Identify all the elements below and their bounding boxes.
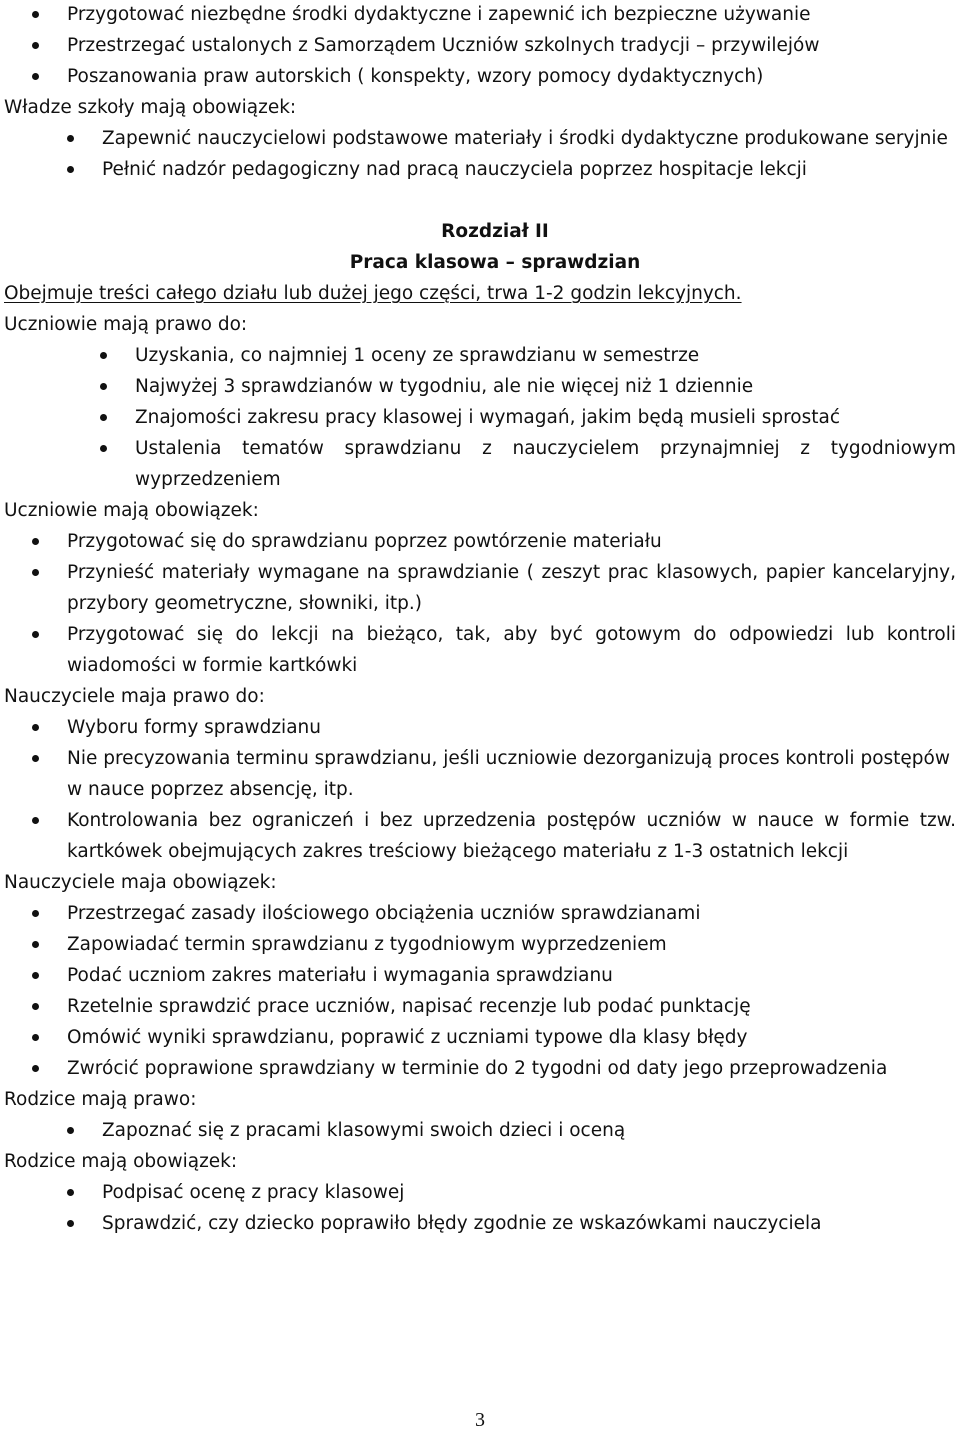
list-item: Przygotować się do sprawdzianu poprzez powtórzenie materiału xyxy=(67,526,956,557)
list-item: Podpisać ocenę z pracy klasowej xyxy=(102,1177,956,1208)
teachers-rights-heading: Nauczyciele maja prawo do: xyxy=(4,686,265,707)
students-rights-heading: Uczniowie mają prawo do: xyxy=(4,314,248,335)
list-item: Uzyskania, co najmniej 1 oceny ze sprawdzianu w semestrze xyxy=(135,340,956,371)
teachers-rights-list xyxy=(4,712,956,867)
spacer xyxy=(4,185,956,216)
list-item: Wyboru formy sprawdzianu xyxy=(67,712,956,743)
list-item: Ustalenia tematów sprawdzianu z nauczycielem przynajmniej z tygodniowym wyprzedzeniem xyxy=(135,433,956,495)
parents-duties-heading: Rodzice mają obowiązek: xyxy=(4,1151,238,1172)
list-item: Pełnić nadzór pedagogiczny nad pracą nauczyciela poprzez hospitacje lekcji xyxy=(102,154,956,185)
list-item: Podać uczniom zakres materiału i wymagania sprawdzianu xyxy=(67,960,956,991)
list-item: Przygotować się do lekcji na bieżąco, tak, aby być gotowym do odpowiedzi lub kontroli wiadomości w formie kartkówki xyxy=(67,619,956,681)
teachers-duties-list xyxy=(4,898,956,1084)
list-item: Omówić wyniki sprawdzianu, poprawić z uczniami typowe dla klasy błędy xyxy=(67,1022,956,1053)
parents-rights-list xyxy=(4,1115,956,1146)
teachers-duties-heading: Nauczyciele maja obowiązek: xyxy=(4,872,277,893)
document-content xyxy=(4,0,956,1239)
school-duties-list xyxy=(4,123,956,185)
students-duties-heading: Uczniowie mają obowiązek: xyxy=(4,500,259,521)
list-item: Rzetelnie sprawdzić prace uczniów, napisać recenzje lub podać punktację xyxy=(67,991,956,1022)
list-item: Sprawdzić, czy dziecko poprawiło błędy zgodnie ze wskazówkami nauczyciela xyxy=(102,1208,956,1239)
list-item: Zapoznać się z pracami klasowymi swoich dzieci i oceną xyxy=(102,1115,956,1146)
intro-list xyxy=(4,0,956,92)
students-duties-list xyxy=(4,526,956,681)
page-number: 3 xyxy=(475,1409,485,1431)
parents-rights-heading: Rodzice mają prawo: xyxy=(4,1089,197,1110)
list-item: Przygotować niezbędne środki dydaktyczne i zapewnić ich bezpieczne używanie xyxy=(67,0,956,30)
list-item: Zapewnić nauczycielowi podstawowe materiały i środki dydaktyczne produkowane seryjnie xyxy=(102,123,956,154)
list-item: Znajomości zakresu pracy klasowej i wymagań, jakim będą musieli sprostać xyxy=(135,402,956,433)
list-item: Poszanowania praw autorskich ( konspekty, wzory pomocy dydaktycznych) xyxy=(67,61,956,92)
list-item: Przynieść materiały wymagane na sprawdzianie ( zeszyt prac klasowych, papier kancelaryjny, przybory geometryczne, słowniki, itp.) xyxy=(67,557,956,619)
section-title: Praca klasowa – sprawdzian xyxy=(349,252,641,273)
list-item: Zwrócić poprawione sprawdziany w terminie do 2 tygodni od daty jego przeprowadzenia xyxy=(67,1053,956,1084)
students-rights-list xyxy=(4,340,956,495)
list-item: Przestrzegać zasady ilościowego obciążenia uczniów sprawdzianami xyxy=(67,898,956,929)
list-item: Kontrolowania bez ograniczeń i bez uprzedzenia postępów uczniów w nauce w formie tzw. kartkówek obejmujących zakres treściowy bieżącego materiału z 1-3 ostatnich lekcji xyxy=(67,805,956,867)
list-item: Nie precyzowania terminu sprawdzianu, jeśli uczniowie dezorganizują proces kontroli postępów w nauce poprzez absencję, itp. xyxy=(67,743,956,805)
list-item: Zapowiadać termin sprawdzianu z tygodniowym wyprzedzeniem xyxy=(67,929,956,960)
section-description: Obejmuje treści całego działu lub dużej jego części, trwa 1-2 godzin lekcyjnych. xyxy=(4,283,742,304)
list-item: Przestrzegać ustalonych z Samorządem Uczniów szkolnych tradycji – przywilejów xyxy=(67,30,956,61)
chapter-title: Rozdział II xyxy=(441,221,549,242)
list-item: Najwyżej 3 sprawdzianów w tygodniu, ale nie więcej niż 1 dziennie xyxy=(135,371,956,402)
school-duties-heading: Władze szkoły mają obowiązek: xyxy=(4,97,297,118)
parents-duties-list xyxy=(4,1177,956,1239)
